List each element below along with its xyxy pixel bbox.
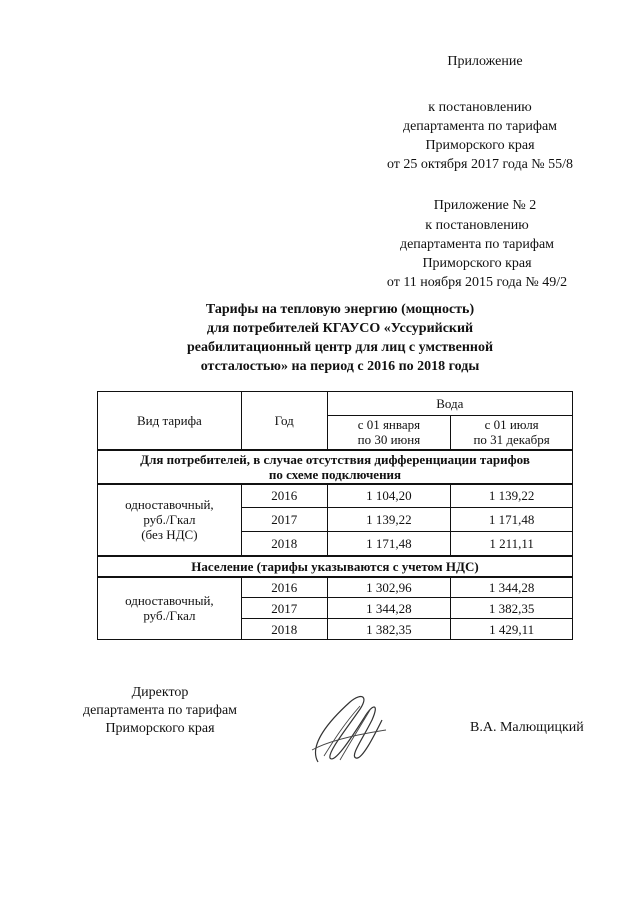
title-line: отсталостью» на период с 2016 по 2018 годы xyxy=(200,359,480,374)
appendix-line: к постановлению xyxy=(428,100,532,115)
appendix-2-title: Приложение № 2 xyxy=(433,198,537,213)
year-cell: 2018 xyxy=(241,532,327,556)
appendix-2-reference xyxy=(372,216,582,292)
appendix-line: от 25 октября 2017 года № 55/8 xyxy=(386,157,574,172)
signatory-name: В.А. Малющицкий xyxy=(470,720,584,735)
appendix-title: Приложение xyxy=(447,54,523,69)
header-period-1-line: с 01 января xyxy=(357,417,421,433)
tariff-cell: 1 344,28 xyxy=(327,598,451,619)
position-line: департамента по тарифам xyxy=(82,703,238,718)
signatory-position xyxy=(70,684,250,738)
appendix-line: Приморского края xyxy=(425,138,535,153)
year-cell: 2017 xyxy=(241,598,327,619)
header-tariff-type: Вид тарифа xyxy=(98,392,242,450)
section-title-line: Для потребителей, в случае отсутствия дифференциации тарифов xyxy=(140,451,530,467)
title-line: для потребителей КГАУСО «Уссурийский xyxy=(206,321,474,336)
handwritten-signature xyxy=(300,690,390,770)
appendix-line: Приморского края xyxy=(422,256,532,271)
year-cell: 2016 xyxy=(241,577,327,598)
title-line: реабилитационный центр для лиц с умственной xyxy=(186,340,494,355)
appendix-line: департамента по тарифам xyxy=(399,237,555,252)
position-line: Директор xyxy=(131,685,189,700)
document-title xyxy=(130,300,550,376)
tariffs-table xyxy=(97,391,573,640)
tariff-type-line: (без НДС) xyxy=(141,527,198,542)
section-title-line: по схеме подключения xyxy=(268,466,402,482)
tariff-cell: 1 302,96 xyxy=(327,577,451,598)
section-1-title xyxy=(98,450,573,484)
tariff-cell: 1 139,22 xyxy=(327,508,451,532)
section-2-tariff-type xyxy=(98,577,242,640)
tariff-cell: 1 171,48 xyxy=(451,508,573,532)
tariff-cell: 1 429,11 xyxy=(451,619,573,640)
header-period-1-line: по 30 июня xyxy=(357,432,421,448)
tariff-type-line: одноставочный, xyxy=(125,497,214,512)
header-period-1 xyxy=(327,416,451,450)
year-cell: 2018 xyxy=(241,619,327,640)
header-year: Год xyxy=(241,392,327,450)
header-period-2-line: с 01 июля xyxy=(484,417,539,433)
tariff-cell: 1 344,28 xyxy=(451,577,573,598)
tariff-cell: 1 104,20 xyxy=(327,484,451,508)
appendix-line: департамента по тарифам xyxy=(402,119,558,134)
position-line: Приморского края xyxy=(105,721,215,736)
header-period-2 xyxy=(451,416,573,450)
tariff-cell: 1 211,11 xyxy=(451,532,573,556)
tariff-cell: 1 139,22 xyxy=(451,484,573,508)
appendix-reference xyxy=(380,98,580,174)
tariff-type-line: руб./Гкал xyxy=(143,512,196,527)
appendix-line: от 11 ноября 2015 года № 49/2 xyxy=(386,275,568,290)
year-cell: 2016 xyxy=(241,484,327,508)
header-period-2-line: по 31 декабря xyxy=(473,432,550,448)
header-water: Вода xyxy=(327,392,572,416)
tariff-cell: 1 382,35 xyxy=(327,619,451,640)
tariff-cell: 1 382,35 xyxy=(451,598,573,619)
table-row xyxy=(98,577,573,598)
section-1-tariff-type xyxy=(98,484,242,556)
tariff-type-line: руб./Гкал xyxy=(143,608,196,624)
title-line: Тарифы на тепловую энергию (мощность) xyxy=(205,302,475,317)
table-row xyxy=(98,484,573,508)
tariff-cell: 1 171,48 xyxy=(327,532,451,556)
tariff-type-line: одноставочный, xyxy=(125,593,214,609)
year-cell: 2017 xyxy=(241,508,327,532)
section-2-title: Население (тарифы указываются с учетом НДС) xyxy=(98,556,573,577)
appendix-line: к постановлению xyxy=(425,218,529,233)
